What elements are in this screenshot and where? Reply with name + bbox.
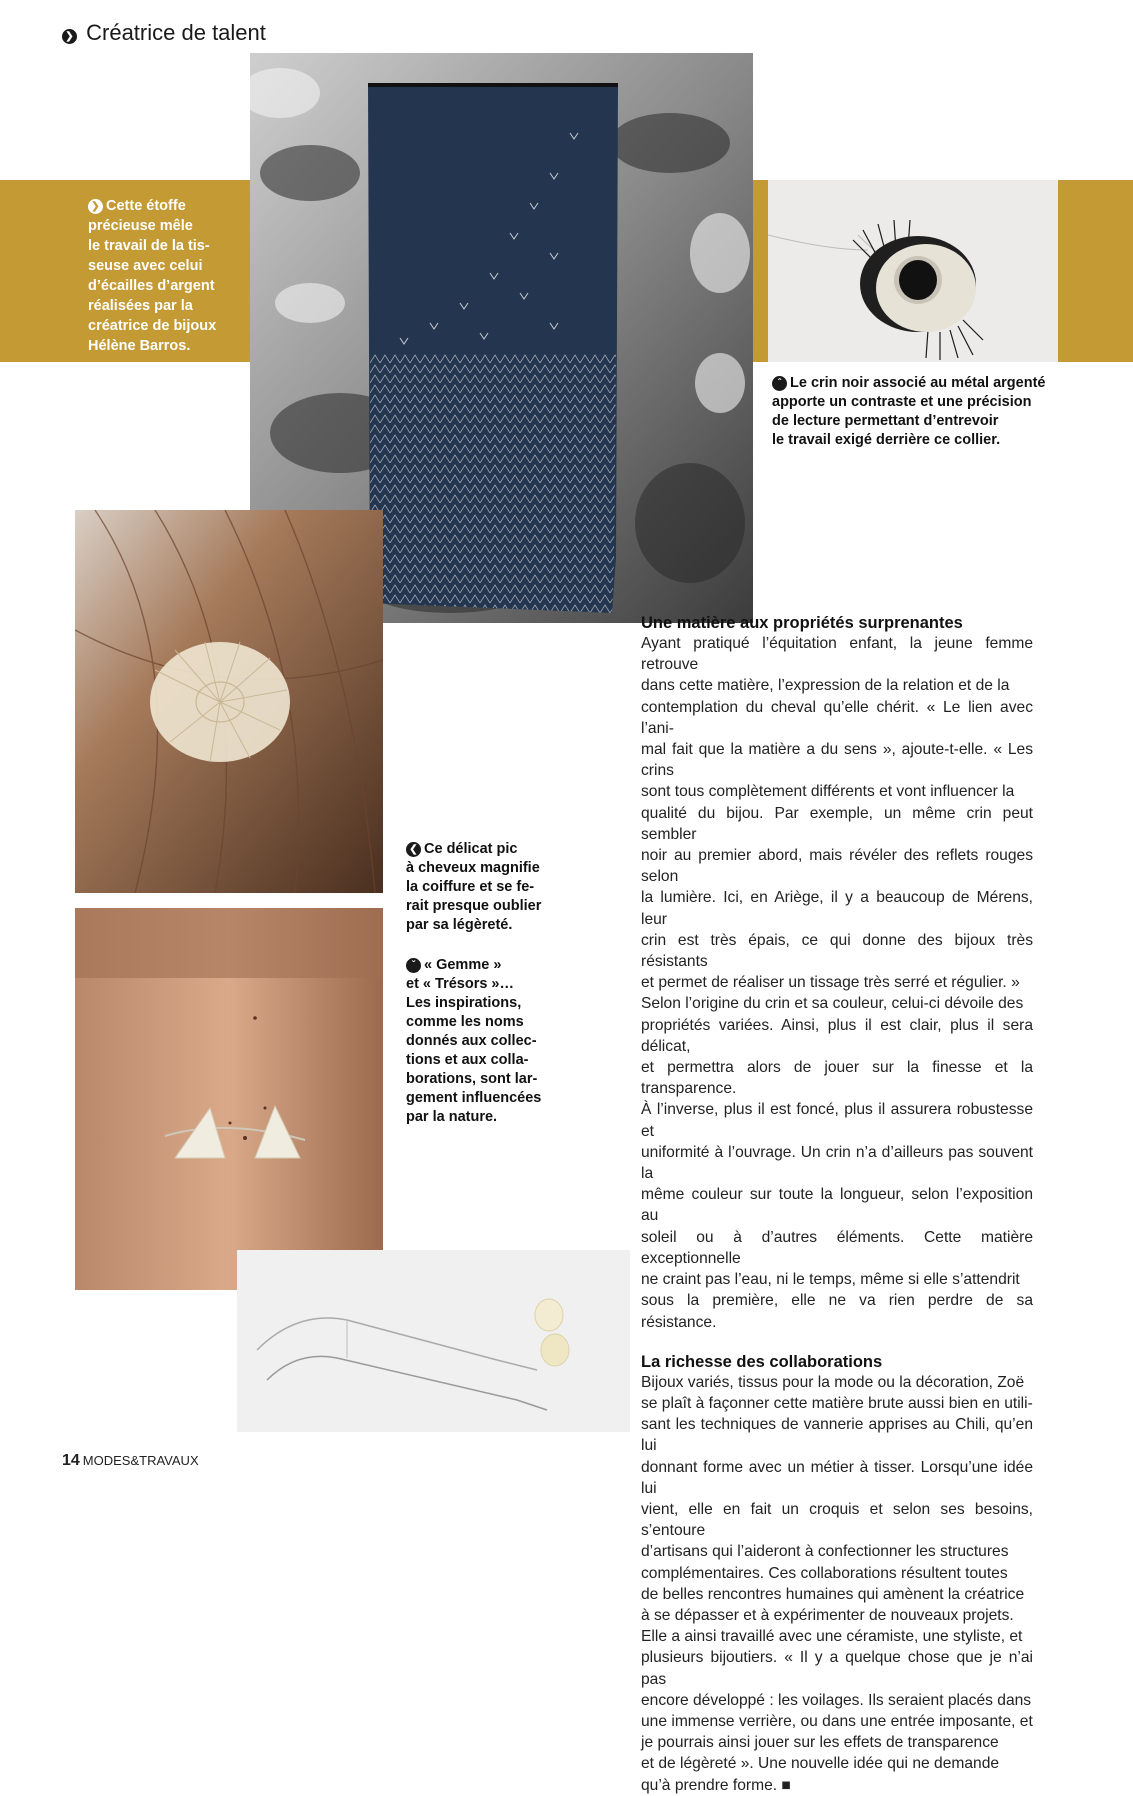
article-column [641,614,1033,1796]
necklace-caption: ˆ Le crin noir associé au métal argenté apporte un contraste et une précision de lecture permettant d’entrevoir le travail exigé derrière ce collier. [772,375,1046,448]
necklace-photo [768,180,1058,362]
section-title-text: Créatrice de talent [86,20,266,45]
chevron-right-icon: ❯ [62,29,77,44]
section-heading: Une matière aux propriétés surprenantes [641,614,963,632]
magazine-name: MODES&TRAVAUX [82,1453,199,1468]
earrings-photo [237,1250,630,1432]
section2-body: Bijoux variés, tissus pour la mode ou la décoration, Zoë se plaît à façonner cette matière brute aussi bien en utili- sant les techniques de vannerie apprises au Chili, qu’en lui donnant forme avec un métier à tisser. Lorsqu’une idée lui vient, elle en fait un croquis et selon ses besoins, s’entoure d’artisans qui l’aideront à confectionner les structures complémentaires. Ces collaborations résultent toutes de belles rencontres humaines qui amènent la créatrice à se dépasser et à expérimenter de nouveaux projets. Elle a ainsi travaillé avec une céramiste, une styliste, et plusieurs bijoutiers. « Il y a quelque chose que je n’ai pas encore développé : les voilages. Ils seraient placés dans une immense verrière, ou dans une entrée imposante, et je pourrais ainsi jouer sur les effets de transparence et de légèreté ». Une nouvelle idée qui ne demande qu’à prendre forme. ■ [641,1373,1033,1794]
tapestry-caption: ❯ Cette étoffe précieuse mêle le travail de la tis- seuse avec celui d’écailles d’argent réalisées par la créatrice de bijoux Hélène Barros. [88,198,217,354]
section1-body: Ayant pratiqué l’équitation enfant, la jeune femme retrouve dans cette matière, l’expression de la relation et de la contemplation du cheval qu’elle chérit. « Le lien avec l’ani- mal fait que la matière a du sens », ajoute-t-elle. « Les crins sont tous complètement différents et vont influencer la qualité du bijou. Par exemple, un même crin peut sembler noir au premier abord, mais révéler des reflets rouges selon la lumière. Ici, en Ariège, il y a beaucoup de Mérens, leur crin est très épais, ce qui donne des bijoux très résistants et permet de réaliser un tissage très serré et régulier. » Selon l’origine du crin et sa couleur, celui-ci dévoile des propriétés variées. Ainsi, plus il est clair, plus il sera délicat, et permettra alors de jouer sur la finesse et la transparence. À l’inverse, plus il est foncé, plus il assurera robustesse et uniformité à l’ouvrage. Un crin n’a d’ailleurs pas souvent la même couleur sur toute la longueur, selon l’exposition au soleil ou à d’autres éléments. Cette matière exceptionnelle ne craint pas l’eau, ni le temps, même si elle s’attendrit sous la première, elle ne va rien perdre de sa résistance. [641,635,1033,1331]
page-number: 14 [62,1452,80,1469]
chevron-up-icon: ˆ [772,376,787,391]
chevron-left-icon: ❮ [406,842,421,857]
bracelet-caption: ˇ « Gemme » et « Trésors »… Les inspirations, comme les noms donnés aux collec- tions et aux colla- borations, sont lar- gement influencées par la nature. [406,957,542,1125]
bracelet-photo [75,908,383,1290]
hairpin-caption: ❮ Ce délicat pic à cheveux magnifie la coiffure et se fe- rait presque oublier par sa légèreté. [406,841,542,933]
chevron-down-icon: ˇ [406,958,421,973]
chevron-right-icon: ❯ [88,199,103,214]
section-title [62,20,266,46]
hairpin-photo [75,510,383,893]
page-footer [62,1452,199,1470]
section-heading: La richesse des collaborations [641,1352,883,1371]
